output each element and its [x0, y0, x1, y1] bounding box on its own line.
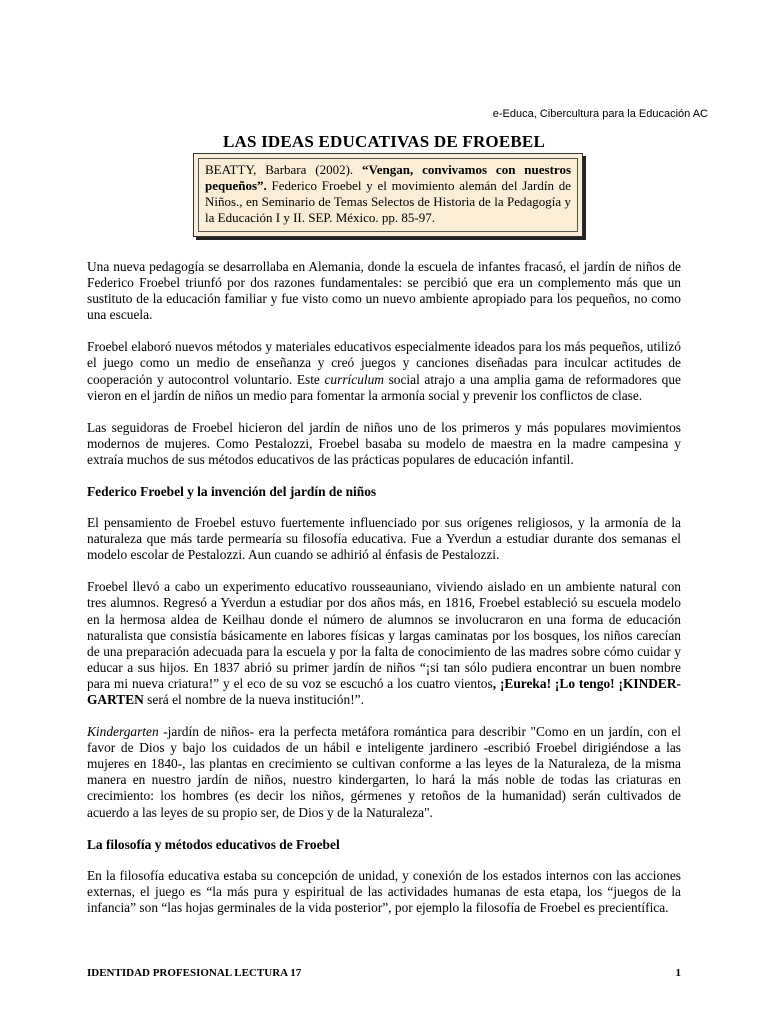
paragraph-2-text-a: Froebel elaboró nuevos métodos y materiales educativos especialmente ideados para los más pequeños, utilizó el juego como un medio de enseñanza y creó juegos y canciones diseñadas para inculcar actitudes de cooperación y autocontrol voluntario. Este — [87, 339, 681, 387]
paragraph-3: Las seguidoras de Froebel hicieron del jardín de niños uno de los primeros y más populares movimientos modernos de mujeres. Como Pestalozzi, Froebel basaba su modelo de maestra en la madre campesina y extraía muchos de sus métodos educativos de las prácticas populares de educación infantil. — [87, 419, 681, 467]
paragraph-2-emphasis: currículum — [324, 371, 384, 387]
paragraph-5-text-b: será el nombre de la nueva institución!”. — [143, 691, 364, 707]
paragraph-2-text-b: social atrajo a una amplia gama de reformadores que vieron en el jardín de niños un medio para fomentar la armonía social y prevenir los conflictos de clase. — [87, 371, 681, 403]
section-heading-1: Federico Froebel y la invención del jardín de niños — [87, 484, 377, 500]
citation-box — [193, 153, 583, 237]
paragraph-4: El pensamiento de Froebel estuvo fuertemente influenciado por sus orígenes religiosos, y la armonía de la naturaleza que más tarde permearía su filosofía educativa. Fue a Yverdun a estudiar durante dos semanas el modelo escolar de Pestalozzi. Aun cuando se adhirió al énfasis de Pestalozzi. — [87, 515, 681, 563]
paragraph-6-text: -jardín de niños- era la perfecta metáfora romántica para describir "Como en un jardín, con el favor de Dios y bajo los cuidados de un hábil e inteligente jardinero -escribió Froebel dirigiéndose a las mujeres en 1840-, las plantas en crecimiento se cultivan conforme a las leyes de la Naturaleza, de la misma manera en nuestro jardín de niños, nuestro kindergarten, lo hará la más noble de todas las criaturas en crecimiento: los hombres (es decir los niños, gérmenes y retoños de la humanidad) serán cultivados de acuerdo a las leyes de su propio ser, de Dios y de la Naturaleza". — [87, 724, 681, 820]
citation-author: BEATTY, Barbara (2002). — [205, 162, 363, 177]
paragraph-2 — [87, 339, 681, 403]
paragraph-6 — [87, 724, 681, 821]
citation-details: Federico Froebel y el movimiento alemán del Jardín de Niños., en Seminario de Temas Selectos de Historia de la Pedagogía y la Educación I y II. SEP. México. pp. 85-97. — [205, 178, 571, 225]
section-heading-2: La filosofía y métodos educativos de Froebel — [87, 836, 340, 852]
citation-title: “Vengan, convivamos con nuestros pequeños”. — [205, 162, 571, 193]
paragraph-5 — [87, 579, 681, 708]
paragraph-1: Una nueva pedagogía se desarrollaba en Alemania, donde la escuela de infantes fracasó, el jardín de niños de Federico Froebel triunfó por dos razones fundamentales: se percibió que era un complemento más que un sustituto de la educación familiar y fue visto como un nuevo ambiente apropiado para los pequeños, no como una escuela. — [87, 259, 681, 323]
citation-text — [198, 158, 578, 232]
footer-label: IDENTIDAD PROFESIONAL LECTURA 17 — [87, 967, 302, 979]
page-footer — [87, 967, 681, 979]
paragraph-7: En la filosofía educativa estaba su concepción de unidad, y conexión de los estados internos con las acciones externas, el juego es “la más pura y espiritual de las actividades humanas de esta etapa, los “juegos de la infancia” son “las hojas germinales de la vida posterior”, por ejemplo la filosofía de Froebel es precientífica. — [87, 867, 681, 915]
page-title: LAS IDEAS EDUCATIVAS DE FROEBEL — [222, 132, 546, 151]
page-number: 1 — [675, 967, 681, 979]
header-source-line: e-Educa, Cibercultura para la Educación AC — [492, 108, 708, 120]
paragraph-6-emphasis: Kindergarten — [87, 724, 159, 740]
paragraph-5-bold: , ¡Eureka! ¡Lo tengo! ¡KINDER-GARTEN — [87, 675, 681, 707]
paragraph-5-text-a: Froebel llevó a cabo un experimento educativo rousseauniano, viviendo aislado en un ambiente natural con tres alumnos. Regresó a Yverdun a estudiar por dos años más, en 1816, Froebel estableció su escuela modelo en la hermosa aldea de Keilhau donde el número de alumnos se involucraron en una forma de educación naturalista que consistía básicamente en labores físicas y largas caminatas por los bosques, los niños carecían de una preparación adecuada para la escuela y por la falta de conocimiento de las madres sobre cómo cuidar y educar a sus hijos. En 1837 abrió su primer jardín de niños “¡si tan sólo pudiera encontrar un buen nombre para mi nueva criatura!” y el eco de su voz se escuchó a los cuatro vientos — [87, 579, 681, 691]
document-body — [87, 259, 681, 932]
